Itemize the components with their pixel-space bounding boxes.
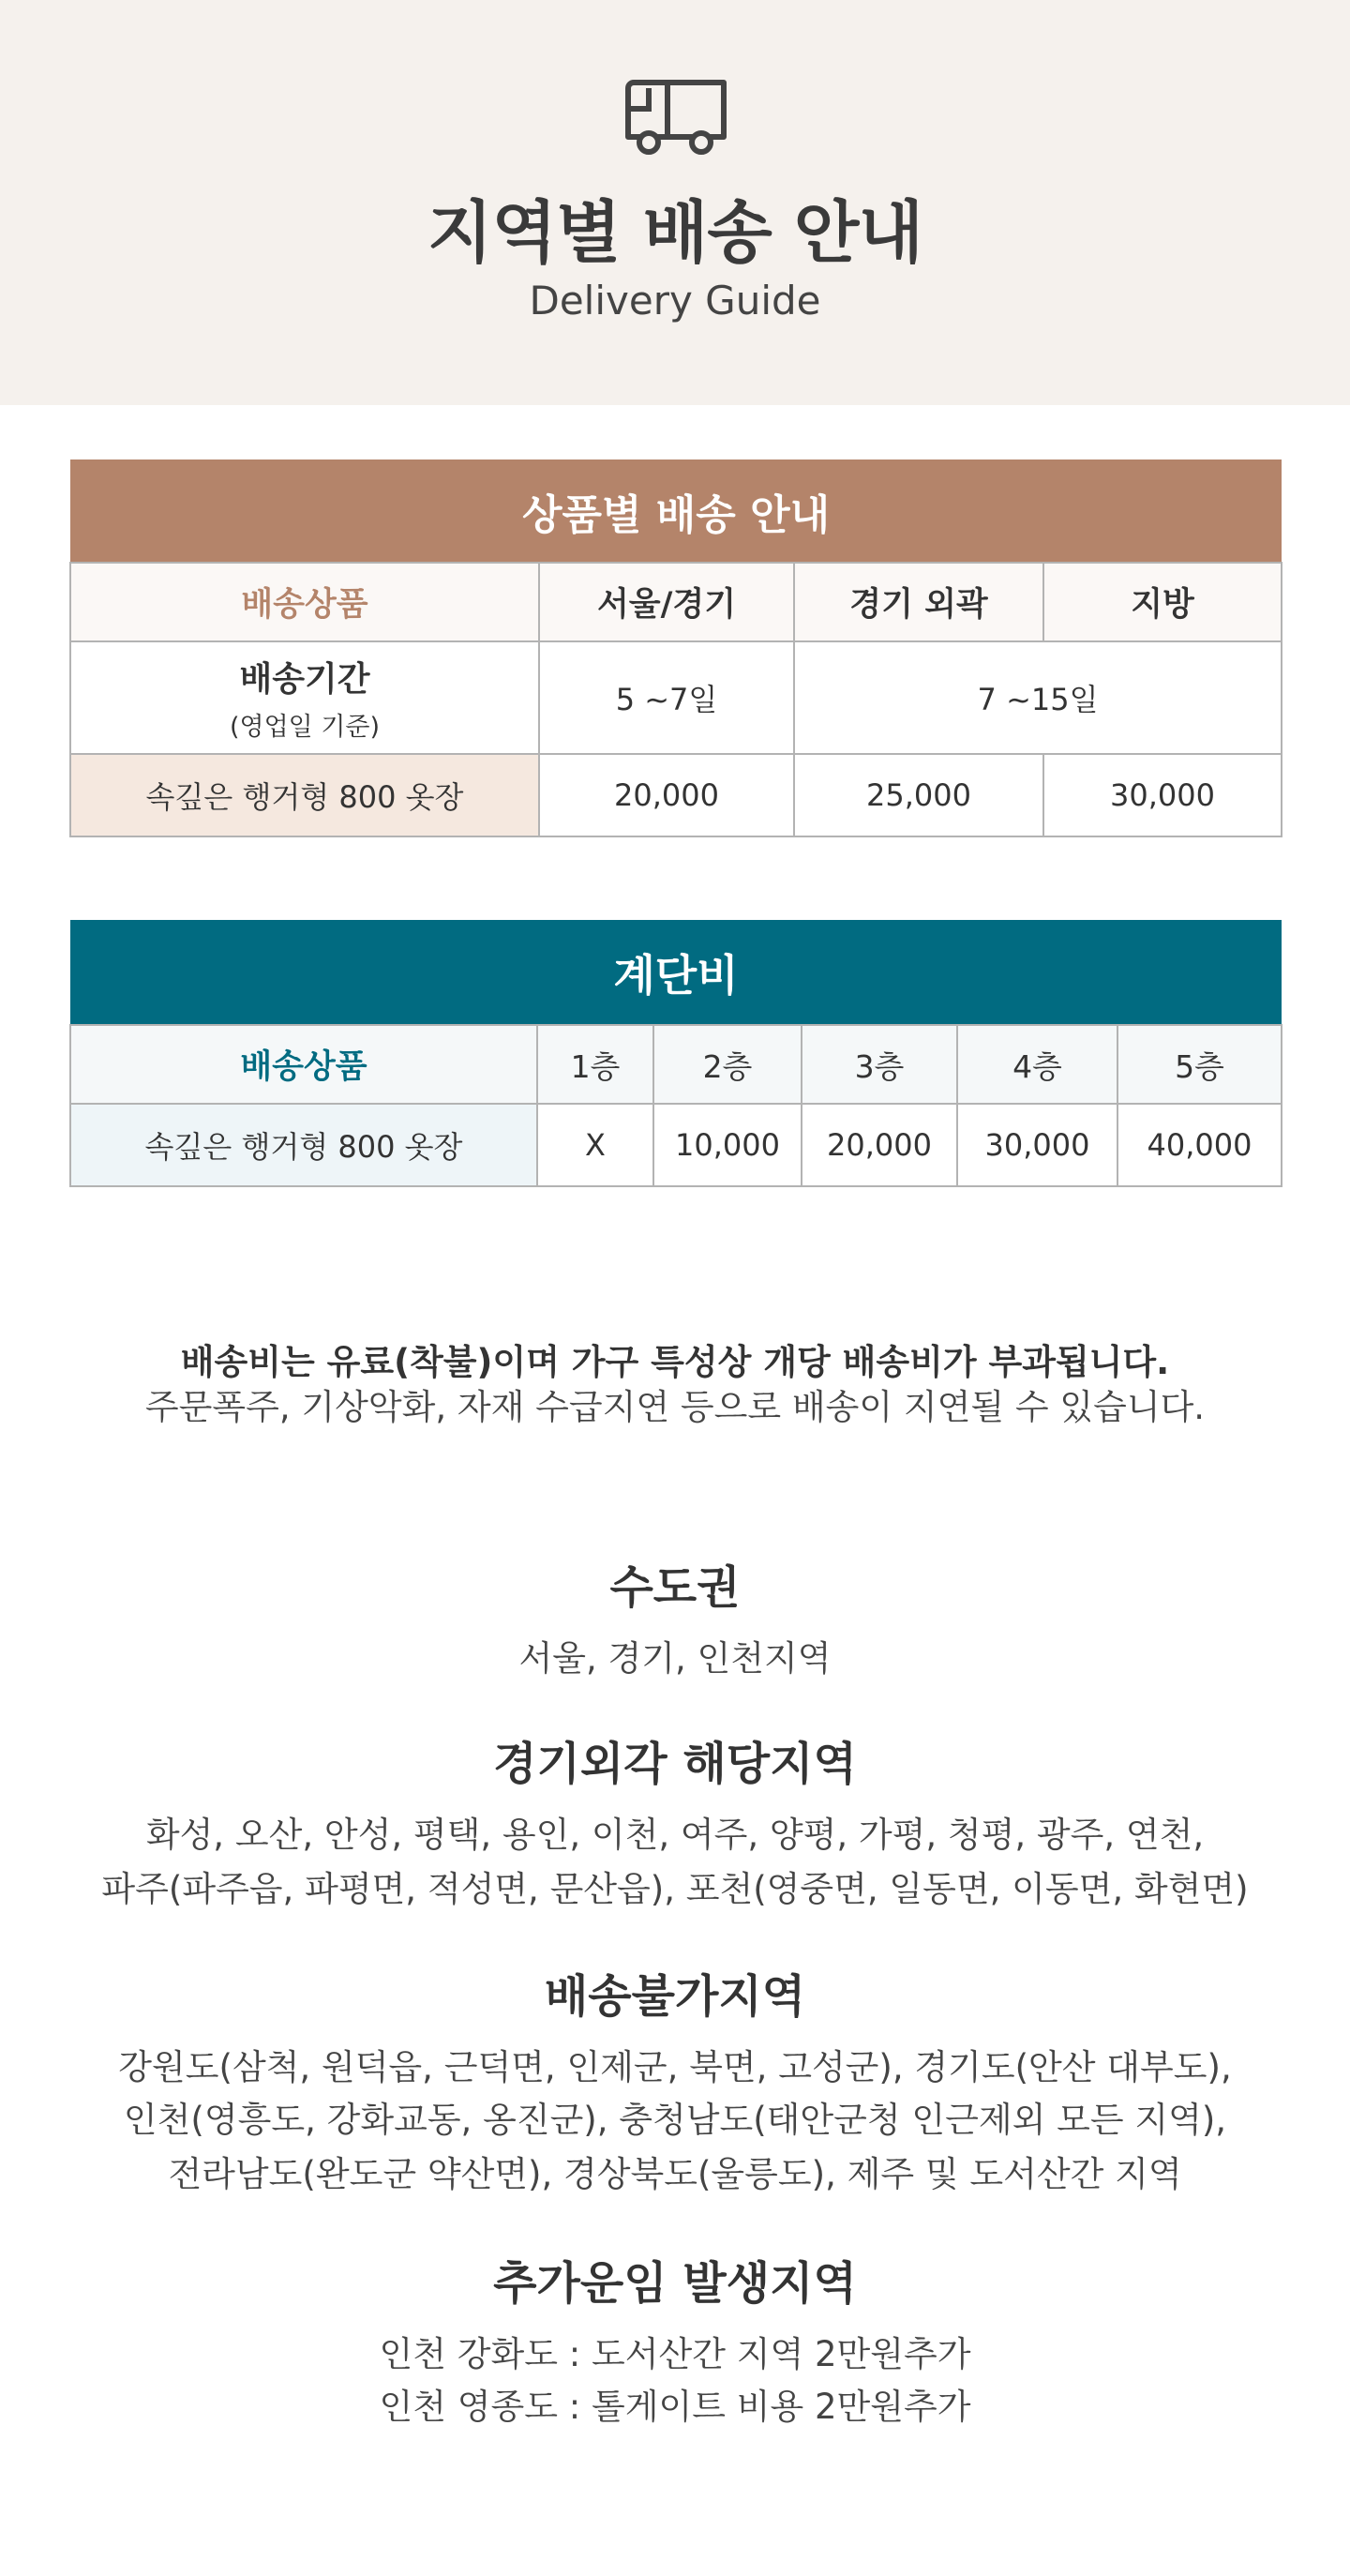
- table-cell: 7 ~15일: [794, 641, 1282, 754]
- region-title-unavailable: 배송불가지역: [544, 1970, 806, 2023]
- region-text: 화성, 오산, 안성, 평택, 용인, 이천, 여주, 양평, 가평, 청평, 광주, 연천,: [145, 1815, 1205, 1855]
- region-text: 인천 영종도 : 톨게이트 비용 2만원추가: [379, 2387, 971, 2427]
- column-header: 서울/경기: [539, 563, 794, 641]
- column-header: 배송상품: [70, 1025, 537, 1104]
- column-header: 배송상품: [70, 563, 539, 641]
- page-subtitle: Delivery Guide: [529, 278, 821, 324]
- header-banner: [0, 0, 1350, 405]
- region-text: 전라남도(완도군 약산면), 경상북도(울릉도), 제주 및 도서산간 지역: [168, 2154, 1182, 2194]
- period-label: 배송기간: [239, 660, 370, 699]
- region-text: 강원도(삼척, 원덕읍, 근덕면, 인제군, 북면, 고성군), 경기도(안산 대부도),: [118, 2047, 1232, 2087]
- stair-fee-table: [69, 920, 1282, 1187]
- table-cell: 30,000: [957, 1104, 1118, 1186]
- column-header: 2층: [653, 1025, 802, 1104]
- table-row: [70, 1104, 1282, 1186]
- page-title: 지역별 배송 안내: [428, 193, 922, 272]
- table-cell: X: [537, 1104, 653, 1186]
- table-cell: 20,000: [539, 754, 794, 836]
- table-title: 계단비: [70, 920, 1282, 1025]
- table-title: 상품별 배송 안내: [70, 459, 1282, 563]
- column-header: 지방: [1043, 563, 1282, 641]
- region-text: 파주(파주읍, 파평면, 적성면, 문산읍), 포천(영중면, 일동면, 이동면, 화현면): [101, 1869, 1249, 1909]
- region-text: 인천 강화도 : 도서산간 지역 2만원추가: [379, 2334, 971, 2374]
- notice-bold: 배송비는 유료(착불)이며 가구 특성상 개당 배송비가 부과됩니다.: [180, 1342, 1170, 1382]
- table-row: [70, 754, 1282, 836]
- region-text: 서울, 경기, 인천지역: [518, 1638, 832, 1679]
- product-name: 속깊은 행거형 800 옷장: [70, 754, 539, 836]
- table-cell: 40,000: [1118, 1104, 1282, 1186]
- column-header: 경기 외곽: [794, 563, 1043, 641]
- table-row: [70, 641, 1282, 754]
- table-cell: 10,000: [653, 1104, 802, 1186]
- table-column-row: [70, 1025, 1282, 1104]
- column-header: 4층: [957, 1025, 1118, 1104]
- column-header: 5층: [1118, 1025, 1282, 1104]
- row-label: [70, 641, 539, 754]
- period-sublabel: (영업일 기준): [229, 713, 381, 742]
- region-title-outer: 경기외각 해당지역: [493, 1738, 857, 1790]
- column-header: 1층: [537, 1025, 653, 1104]
- table-cell: 25,000: [794, 754, 1043, 836]
- table-header-row: [70, 920, 1282, 1025]
- table-cell: 30,000: [1043, 754, 1282, 836]
- table-column-row: [70, 563, 1282, 641]
- product-name: 속깊은 행거형 800 옷장: [70, 1104, 537, 1186]
- table-header-row: [70, 459, 1282, 563]
- region-title-extra: 추가운임 발생지역: [493, 2257, 857, 2310]
- table-cell: 20,000: [802, 1104, 957, 1186]
- truck-icon: [621, 75, 729, 158]
- column-header: 3층: [802, 1025, 957, 1104]
- notice-text: 주문폭주, 기상악화, 자재 수급지연 등으로 배송이 지연될 수 있습니다.: [144, 1387, 1206, 1427]
- table-cell: 5 ~7일: [539, 641, 794, 754]
- delivery-fee-table: [69, 459, 1282, 837]
- region-title-capital: 수도권: [609, 1561, 741, 1614]
- region-text: 인천(영흥도, 강화교동, 옹진군), 충청남도(태안군청 인근제외 모든 지역),: [123, 2100, 1227, 2140]
